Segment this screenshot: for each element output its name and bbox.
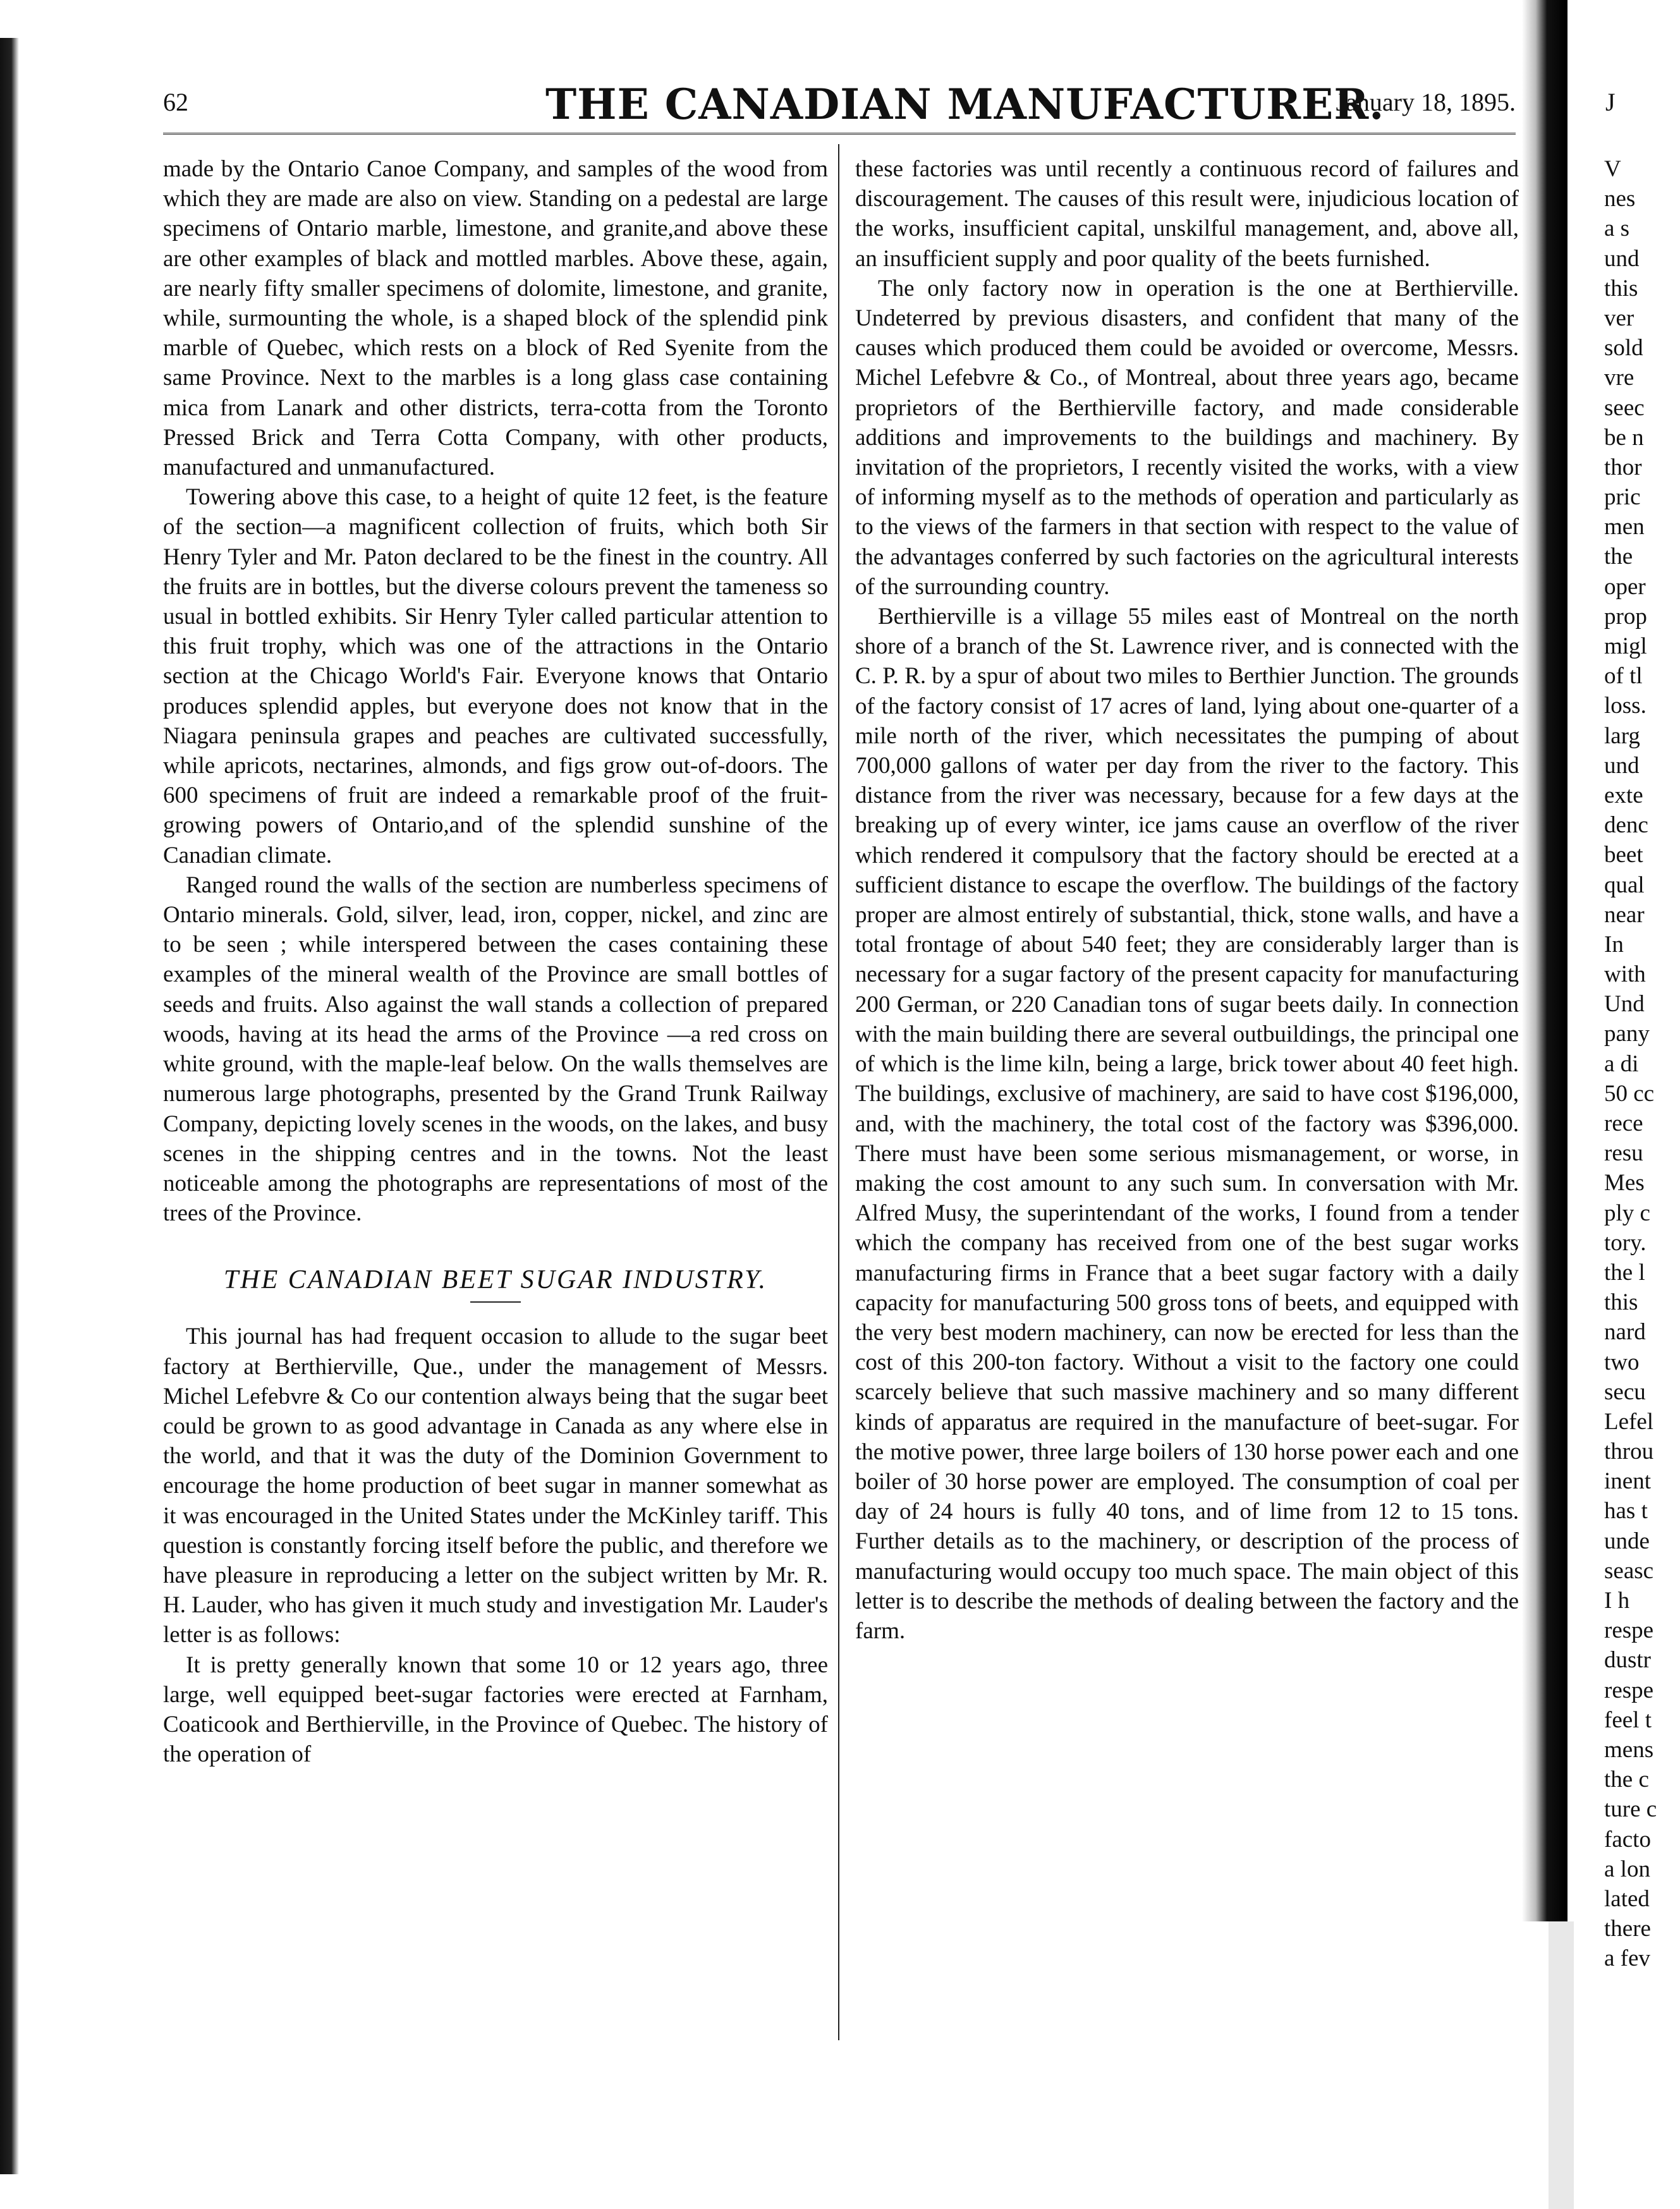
edge-line: pric [1604,484,1641,511]
page-header [163,80,1516,129]
middle-column [855,154,1519,1646]
edge-line: denc [1604,812,1648,839]
page-edge-shadow [0,38,19,2174]
paragraph: It is pretty generally known that some 10 or 12 years ago, three large, well equipped beet-sugar factories were erected at Farnham, Coaticook and Berthierville, in the Province of Quebec. The history of the operation of [163,1652,828,1768]
edge-line: I h [1604,1588,1630,1614]
edge-line: mens [1604,1736,1654,1763]
edge-line: und [1604,752,1640,779]
paragraph: these factories was until recently a continuous record of failures and discouragement. The causes of this result were, injudicious location of the works, insufficient capital, unskilful management, and, above all, an insufficient supply and poor quality of the beets furnished. [855,156,1519,272]
paragraph: Berthierville is a village 55 miles east of Montreal on the north shore of a branch of the St. Lawrence river, and is connected with the C. P. R. by a spur of about two miles to Berthier Junction. The grounds of the factory consist of 17 acres of land, lying about one-quarter of a mile north of the river, which necessitates the pumping of about 700,000 gallons of water per day from the river to the factory. This distance from the river was necessary, because for a few days at the breaking up of every winter, ice jams cause an overflow of the river which rendered it compulsory that the factory should be erected at a sufficient distance to escape the overflow. The buildings of the factory proper are almost entirely of substantial, thick, stone walls, and have a total frontage of about 540 feet; they are considerably larger than is necessary for a sugar factory of the present capacity for manufacturing 200 German, or 220 Canadian tons of sugar beets daily. In connection with the main building there are several outbuildings, the principal one of which is the lime kiln, being a large, brick tower about 40 feet high. The buildings, exclusive of machinery, are said to have cost $196,000, and, with the machinery, the total cost of the factory was $396,000. There must have been some serious mismanagement, or worse, in making the cost amount to any such sum. In conversation with Mr. Alfred Musy, the superintendant of the works, I found from a tender which the company has received from one of the best sugar works manufacturing firms in France that a beet sugar factory with a daily capacity for manufacturing 500 gross tons of beets, and equipped with the very best modern machinery, can now be erected for less than the cost of this 200-ton factory. Without a visit to the factory one could scarcely believe that such massive machinery and so many different kinds of apparatus are required in the manufacture of beet-sugar. For the motive power, three large boilers of 130 horse power each and one boiler of 30 horse power are employed. The consumption of coal per day of 24 hours is fully 40 tons, and of lime from 12 to 15 tons. Further details as to the machinery, or description of the process of manufacturing would occupy too much space. The main object of this letter is to describe the methods of dealing between the factory and the farm. [855,604,1519,1644]
publication-title: THE CANADIAN MANUFACTURER. [545,80,1385,129]
edge-line: dustr [1604,1647,1651,1674]
edge-line: lated [1604,1885,1650,1912]
binding-shadow [1522,0,1567,1921]
edge-line: Lefel [1604,1408,1654,1435]
edge-line: und [1604,245,1640,272]
edge-line: two [1604,1349,1640,1375]
page-number: 62 [163,88,188,116]
edge-line: a lon [1604,1856,1650,1882]
binding-shadow-lower [1549,1921,1574,2209]
paragraph: The only factory now in operation is the one at Berthierville. Undeterred by previous disasters, and confident that many of the causes which produced them could be avoided or overcome, Messrs. Michel Lefebvre & Co., of Montreal, about three years ago, became proprietors of the Berthierville factory, and made considerable additions and improvements to the buildings and machinery. By invitation of the proprietors, I recently visited the works, with a view of informing myself as to the methods of operation and particularly as to the views of the farmers in that section with respect to the value of the advantages conferred by such factories on the agricultural interests of the surrounding country. [855,275,1519,600]
paragraph: This journal has had frequent occasion to allude to the sugar beet factory at Berthierville, Que., under the management of Messrs. Michel Lefebvre & Co our contention always being that the sugar beet could be grown to as good advantage in Canada as any where else in the world, and that it was the duty of the Dominion Government to encourage the home production of beet sugar in manner somewhat as it was encouraged in the United States under the McKinley tariff. This question is constantly forcing itself before the public, and therefore we have pleasure in reproducing a letter on the subject written by Mr. R. H. Lauder, who has given it much study and investigation Mr. Lauder's letter is as follows: [163,1324,828,1648]
paragraph: made by the Ontario Canoe Company, and samples of the wood from which they are made are also on view. Standing on a pedestal are large specimens of Ontario marble, limestone, and granite,and above these are other examples of black and mottled marbles. Above these, again, are nearly fifty smaller specimens of dolomite, limestone, and granite, while, surmounting the whole, is a shaped block of the splendid pink marble of Quebec, which rests on a block of Red Syenite from the same Province. Next to the marbles is a long glass case containing mica from Lanark and other districts, terra-cotta from the Toronto Pressed Brick and Terra Cotta Company, with other products, manufactured and unmanufactured. [163,156,828,481]
issue-date: January 18, 1895. [1336,88,1516,116]
edge-line: migl [1604,633,1647,659]
edge-line: seasc [1604,1557,1654,1584]
next-page-edge-column [1604,154,1680,1973]
edge-line: In [1604,931,1624,958]
edge-line: with [1604,961,1646,988]
edge-line: the [1604,544,1633,570]
edge-line: rece [1604,1111,1643,1136]
edge-line: larg [1604,722,1640,749]
edge-line: this [1604,1289,1638,1316]
edge-line: unde [1604,1528,1650,1554]
column-divider [838,144,839,2040]
edge-line: there [1604,1916,1651,1942]
edge-line: respe [1604,1677,1654,1703]
edge-line: nes [1604,186,1636,212]
edge-line: nard [1604,1319,1646,1346]
edge-line: of tl [1604,663,1643,690]
header-rule [163,133,1516,135]
edge-line: near [1604,901,1645,928]
edge-line: ply c [1604,1200,1650,1226]
left-column [163,154,828,1769]
edge-line: Und [1604,991,1645,1018]
edge-line: sold [1604,335,1643,362]
edge-line: oper [1604,573,1646,600]
edge-line: ture c [1604,1796,1657,1823]
edge-line: Mes [1604,1170,1645,1196]
next-page-header-fragment: J [1605,88,1616,116]
edge-line: the c [1604,1767,1649,1793]
edge-line: prop [1604,603,1647,630]
edge-line: pany [1604,1021,1650,1047]
edge-line: thor [1604,454,1642,480]
paragraph: Towering above this case, to a height of quite 12 feet, is the feature of the section—a magnificent collection of fruits, which both Sir Henry Tyler and Mr. Paton declared to be the finest in the country. All the fruits are in bottles, but the diverse colours prevent the tameness so usual in bottled exhibits. Sir Henry Tyler called particular attention to this fruit trophy, which was one of the attractions in the Ontario section at the Chicago World's Fair. Everyone knows that Ontario produces splendid apples, but everyone does not know that in the Niagara peninsula grapes and peaches are cultivated successfully, while apricots, nectarines, almonds, and figs grow out-of-doors. The 600 specimens of fruit are indeed a remarkable proof of the fruit-growing powers of Ontario,and of the splendid sunshine of the Canadian climate. [163,484,828,868]
edge-line: ver [1604,305,1634,331]
edge-line: feel t [1604,1707,1652,1733]
edge-line: inent [1604,1468,1651,1495]
edge-line: seec [1604,394,1645,421]
paragraph: Ranged round the walls of the section are numberless specimens of Ontario minerals. Gold, silver, lead, iron, copper, nickel, and zinc are to be seen ; while interspered between the cases containing these examples of the mineral wealth of the Province are small bottles of seeds and fruits. Also against the wall stands a collection of prepared woods, having at its head the arms of the Province —a red cross on white ground, with the maple-leaf below. On the walls themselves are numerous large photographs, presented by the Grand Trunk Railway Company, depicting lovely scenes in the woods, on the lakes, and busy scenes in the shipping centres and in the towns. Not the least noticeable among the photographs are representations of most of the trees of the Province. [163,872,828,1227]
edge-line: a di [1604,1050,1639,1077]
edge-line: resu [1604,1140,1643,1167]
edge-line: tory. [1604,1229,1647,1256]
edge-line: exte [1604,782,1643,808]
section-rule [470,1301,521,1303]
edge-line: loss. [1604,693,1647,719]
edge-line: a s [1604,216,1630,242]
edge-line: throu [1604,1439,1654,1465]
edge-line: a fev [1604,1945,1650,1972]
edge-line: qual [1604,872,1645,898]
edge-line: be n [1604,424,1644,451]
edge-line: the l [1604,1259,1645,1286]
edge-line: has t [1604,1498,1648,1524]
edge-line: secu [1604,1378,1646,1405]
edge-line: vre [1604,365,1634,391]
edge-line: respe [1604,1617,1654,1644]
edge-line: men [1604,514,1645,540]
edge-line: 50 cc [1604,1080,1655,1107]
edge-line: facto [1604,1826,1651,1853]
edge-line: this [1604,275,1638,301]
edge-line: beet [1604,842,1643,868]
edge-line: V [1604,156,1621,182]
section-heading: THE CANADIAN BEET SUGAR INDUSTRY. [223,1265,768,1295]
